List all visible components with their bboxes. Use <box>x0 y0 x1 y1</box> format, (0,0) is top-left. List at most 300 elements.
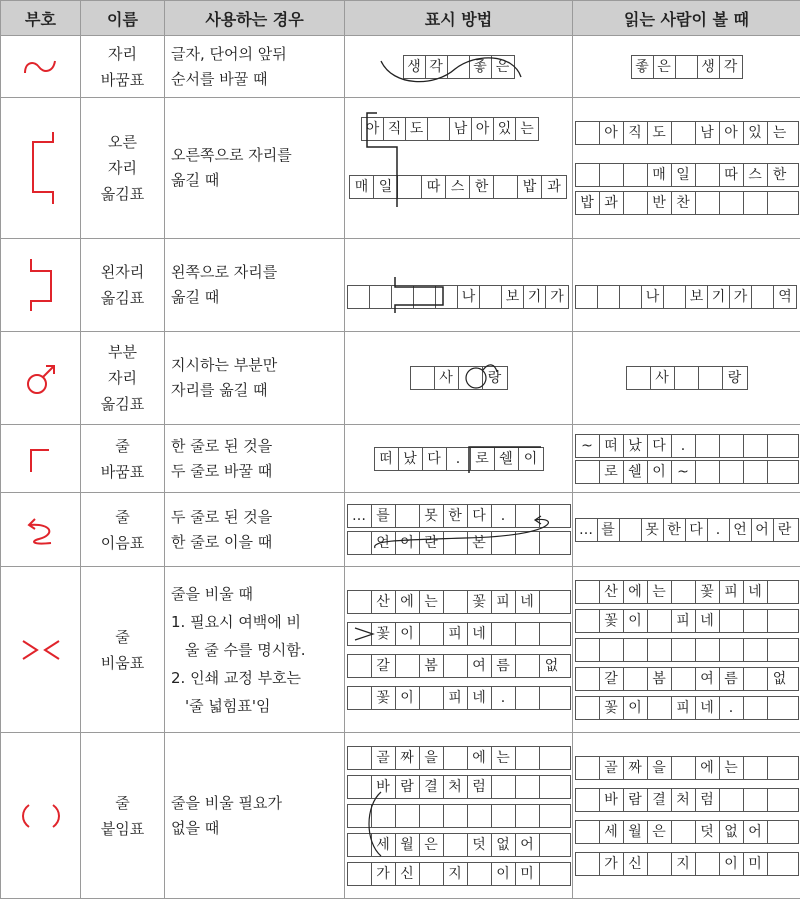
grid-cell <box>420 805 444 827</box>
grid-cell: 어 <box>744 821 768 843</box>
partial-move-icon <box>21 358 61 398</box>
grid-cell: 꽃 <box>600 697 624 719</box>
grid-cell <box>627 367 651 389</box>
manuscript-grid <box>631 55 743 79</box>
manuscript-grid <box>347 804 571 828</box>
grid-cell: 꽃 <box>372 687 396 709</box>
line-join-icon <box>21 513 61 547</box>
grid-cell <box>540 532 564 554</box>
grid-cell: 가 <box>600 853 624 875</box>
grid-cell: 한 <box>444 505 468 527</box>
grid-cell <box>420 863 444 885</box>
grid-cell: 다 <box>423 448 447 470</box>
mark-name: 줄 <box>81 790 164 816</box>
grid-cell <box>516 776 540 798</box>
grid-cell: 갈 <box>372 655 396 677</box>
grid-cell <box>744 435 768 457</box>
grid-cell: 일 <box>374 176 398 198</box>
grid-cell: 네 <box>468 623 492 645</box>
usage-text: '줄 넓힘표'임 <box>171 692 344 720</box>
grid-cell: 각 <box>426 56 448 78</box>
grid-cell: 람 <box>396 776 420 798</box>
grid-cell: 어 <box>516 834 540 856</box>
manuscript-grid <box>347 862 571 886</box>
grid-cell <box>396 505 420 527</box>
usage-text: 한 줄로 이을 때 <box>171 530 344 555</box>
method-example <box>345 332 573 425</box>
grid-cell <box>720 610 744 632</box>
grid-cell: 은 <box>648 821 672 843</box>
grid-cell <box>768 639 792 661</box>
manuscript-grid <box>347 686 571 710</box>
manuscript-grid <box>575 191 799 215</box>
grid-cell: 역 <box>774 286 796 308</box>
line-swap-icon <box>21 442 61 476</box>
mark-name: 자리 <box>81 155 164 181</box>
grid-cell <box>648 853 672 875</box>
grid-cell <box>348 591 372 613</box>
grid-cell: 를 <box>598 519 620 541</box>
grid-cell: 는 <box>720 757 744 779</box>
method-example <box>345 493 573 567</box>
grid-cell <box>696 192 720 214</box>
grid-cell <box>414 286 436 308</box>
grid-cell: 없 <box>720 821 744 843</box>
grid-cell <box>576 668 600 690</box>
usage-text: 자리를 옮길 때 <box>171 378 344 403</box>
grid-cell: 랑 <box>723 367 747 389</box>
grid-cell <box>576 581 600 603</box>
grid-cell: 피 <box>492 591 516 613</box>
manuscript-grid <box>347 833 571 857</box>
reader-example <box>573 36 800 98</box>
grid-cell: 과 <box>542 176 566 198</box>
grid-cell: 결 <box>648 789 672 811</box>
move-right-icon <box>21 128 61 208</box>
grid-cell: 골 <box>372 747 396 769</box>
table-row <box>1 733 800 899</box>
grid-cell: 덧 <box>468 834 492 856</box>
grid-cell: 를 <box>372 505 396 527</box>
manuscript-grid <box>575 696 799 720</box>
grid-cell <box>744 461 768 483</box>
grid-cell <box>516 655 540 677</box>
grid-cell: 산 <box>372 591 396 613</box>
grid-cell <box>444 591 468 613</box>
grid-cell <box>428 118 450 140</box>
usage-text: 오른쪽으로 자리를 <box>171 143 344 168</box>
manuscript-grid <box>575 820 799 844</box>
grid-cell: 각 <box>720 56 742 78</box>
manuscript-grid <box>575 667 799 691</box>
grid-cell: 이 <box>624 610 648 632</box>
grid-cell <box>444 532 468 554</box>
grid-cell <box>672 821 696 843</box>
grid-cell: 럼 <box>696 789 720 811</box>
grid-cell: 보 <box>502 286 524 308</box>
grid-cell: 있 <box>494 118 516 140</box>
grid-cell: ~ <box>672 461 696 483</box>
mark-name: 줄 <box>81 624 164 650</box>
grid-cell <box>620 286 642 308</box>
grid-cell: 다 <box>468 505 492 527</box>
grid-cell <box>576 164 600 186</box>
manuscript-grid <box>575 460 799 484</box>
table-row <box>1 98 800 239</box>
manuscript-grid <box>575 788 799 812</box>
grid-cell: 이 <box>396 623 420 645</box>
grid-cell: 쉘 <box>495 448 519 470</box>
reader-example <box>573 425 800 493</box>
mark-name: 줄 <box>81 433 164 459</box>
header-reader: 읽는 사람이 볼 때 <box>573 1 800 36</box>
grid-cell <box>696 639 720 661</box>
grid-cell: ~ <box>576 435 600 457</box>
grid-cell <box>744 668 768 690</box>
table-row <box>1 36 800 98</box>
method-example <box>345 733 573 899</box>
mark-name: 이음표 <box>81 530 164 556</box>
grid-cell <box>516 747 540 769</box>
usage-text: 울 줄 수를 명시함. <box>171 636 344 664</box>
line-space-icon <box>19 635 63 665</box>
grid-cell <box>348 655 372 677</box>
grid-cell <box>576 821 600 843</box>
grid-cell: 는 <box>420 591 444 613</box>
grid-cell: 떠 <box>375 448 399 470</box>
grid-cell <box>348 623 372 645</box>
grid-cell: 밥 <box>518 176 542 198</box>
mark-name: 자리 <box>81 365 164 391</box>
grid-cell <box>444 655 468 677</box>
grid-cell: 나 <box>458 286 480 308</box>
grid-cell: 직 <box>624 122 648 144</box>
grid-cell: 따 <box>422 176 446 198</box>
grid-cell <box>348 747 372 769</box>
header-name: 이름 <box>81 1 165 36</box>
grid-cell: 봄 <box>420 655 444 677</box>
grid-cell <box>768 610 792 632</box>
grid-cell: 름 <box>492 655 516 677</box>
grid-cell: 란 <box>774 519 796 541</box>
grid-cell: 났 <box>399 448 423 470</box>
grid-cell <box>600 639 624 661</box>
manuscript-grid <box>347 285 569 309</box>
grid-cell: 꽃 <box>600 610 624 632</box>
grid-cell: 사 <box>651 367 675 389</box>
mark-name: 부분 <box>81 339 164 365</box>
mark-name: 옮김표 <box>81 285 164 311</box>
table-row <box>1 332 800 425</box>
grid-cell <box>720 435 744 457</box>
usage-text: 줄을 비울 필요가 <box>171 791 344 816</box>
grid-cell <box>768 789 792 811</box>
grid-cell <box>576 286 598 308</box>
grid-cell: 스 <box>744 164 768 186</box>
grid-cell <box>768 697 792 719</box>
grid-cell <box>624 639 648 661</box>
grid-cell: 이 <box>492 863 516 885</box>
grid-cell: 이 <box>396 687 420 709</box>
grid-cell <box>696 164 720 186</box>
grid-cell: 밥 <box>576 192 600 214</box>
grid-cell: 언 <box>730 519 752 541</box>
grid-cell <box>492 805 516 827</box>
grid-cell <box>540 805 564 827</box>
reader-example <box>573 567 800 733</box>
grid-cell <box>648 639 672 661</box>
grid-cell <box>672 581 696 603</box>
method-example <box>345 567 573 733</box>
grid-cell <box>516 532 540 554</box>
usage-text: 순서를 바꿀 때 <box>171 67 344 92</box>
grid-cell <box>699 367 723 389</box>
manuscript-grid <box>575 756 799 780</box>
grid-cell: 한 <box>664 519 686 541</box>
grid-cell <box>768 192 792 214</box>
grid-cell: 로 <box>471 448 495 470</box>
grid-cell: 나 <box>642 286 664 308</box>
grid-cell: . <box>447 448 471 470</box>
grid-cell: 네 <box>696 697 720 719</box>
grid-cell: 덧 <box>696 821 720 843</box>
grid-cell: 월 <box>624 821 648 843</box>
grid-cell: 가 <box>730 286 752 308</box>
grid-cell <box>396 805 420 827</box>
table-row <box>1 239 800 332</box>
grid-cell <box>436 286 458 308</box>
grid-cell: 는 <box>648 581 672 603</box>
grid-cell: 란 <box>420 532 444 554</box>
grid-cell: 없 <box>492 834 516 856</box>
grid-cell <box>576 461 600 483</box>
grid-cell: 도 <box>648 122 672 144</box>
grid-cell <box>540 747 564 769</box>
move-left-icon <box>21 255 61 315</box>
grid-cell <box>648 610 672 632</box>
grid-cell <box>744 789 768 811</box>
grid-cell: 랑 <box>483 367 507 389</box>
grid-cell <box>744 697 768 719</box>
grid-cell <box>576 697 600 719</box>
grid-cell: 을 <box>420 747 444 769</box>
grid-cell <box>540 591 564 613</box>
grid-cell <box>540 623 564 645</box>
grid-cell <box>576 757 600 779</box>
manuscript-grid <box>410 366 508 390</box>
grid-cell: 름 <box>720 668 744 690</box>
grid-cell: 네 <box>696 610 720 632</box>
manuscript-grid <box>575 163 799 187</box>
grid-cell: 지 <box>672 853 696 875</box>
grid-cell: . <box>492 687 516 709</box>
grid-cell <box>600 164 624 186</box>
grid-cell <box>768 757 792 779</box>
grid-cell: 봄 <box>648 668 672 690</box>
grid-cell <box>696 435 720 457</box>
grid-cell <box>696 461 720 483</box>
manuscript-grid <box>403 55 515 79</box>
grid-cell <box>624 668 648 690</box>
grid-cell: 도 <box>406 118 428 140</box>
grid-cell: 어 <box>752 519 774 541</box>
grid-cell: 로 <box>600 461 624 483</box>
grid-cell <box>624 192 648 214</box>
grid-cell: 바 <box>372 776 396 798</box>
reader-example <box>573 98 800 239</box>
grid-cell: 에 <box>468 747 492 769</box>
manuscript-grid <box>575 580 799 604</box>
grid-cell: 은 <box>420 834 444 856</box>
manuscript-grid <box>575 434 799 458</box>
grid-cell: 여 <box>468 655 492 677</box>
grid-cell: 산 <box>600 581 624 603</box>
grid-cell: 네 <box>516 591 540 613</box>
grid-cell <box>370 286 392 308</box>
usage-text: 2. 인쇄 교정 부호는 <box>171 664 344 692</box>
grid-cell <box>348 805 372 827</box>
grid-cell: 이 <box>519 448 543 470</box>
grid-cell: 이 <box>720 853 744 875</box>
reader-example <box>573 239 800 332</box>
reader-example <box>573 332 800 425</box>
usage-text: 1. 필요시 여백에 비 <box>171 608 344 636</box>
grid-cell: 직 <box>384 118 406 140</box>
usage-text: 두 줄로 된 것을 <box>171 505 344 530</box>
grid-cell: 피 <box>672 610 696 632</box>
grid-cell: 남 <box>696 122 720 144</box>
grid-cell <box>540 863 564 885</box>
grid-cell: 짜 <box>396 747 420 769</box>
grid-cell <box>444 747 468 769</box>
grid-cell <box>768 821 792 843</box>
grid-cell: 있 <box>744 122 768 144</box>
grid-cell <box>576 639 600 661</box>
grid-cell <box>768 853 792 875</box>
grid-cell <box>411 367 435 389</box>
grid-cell: 기 <box>708 286 730 308</box>
grid-cell <box>492 776 516 798</box>
grid-cell <box>492 532 516 554</box>
grid-cell <box>768 435 792 457</box>
mark-name: 줄 <box>81 504 164 530</box>
manuscript-grid <box>361 117 539 141</box>
mark-name: 바꿈표 <box>81 67 164 93</box>
grid-cell <box>676 56 698 78</box>
grid-cell: 한 <box>768 164 792 186</box>
usage-text: 줄을 비울 때 <box>171 580 344 608</box>
manuscript-grid <box>626 366 748 390</box>
usage-text: 옮길 때 <box>171 285 344 310</box>
grid-cell: 없 <box>540 655 564 677</box>
grid-cell <box>664 286 686 308</box>
grid-cell: 꽃 <box>372 623 396 645</box>
grid-cell <box>516 623 540 645</box>
grid-cell: 아 <box>720 122 744 144</box>
grid-cell <box>768 581 792 603</box>
grid-cell <box>444 834 468 856</box>
grid-cell: 아 <box>472 118 494 140</box>
grid-cell: 일 <box>672 164 696 186</box>
grid-cell: 는 <box>492 747 516 769</box>
grid-cell <box>444 805 468 827</box>
grid-cell: 매 <box>648 164 672 186</box>
grid-cell <box>468 805 492 827</box>
grid-cell: 보 <box>686 286 708 308</box>
mark-name: 옮김표 <box>81 391 164 417</box>
grid-cell: 본 <box>468 532 492 554</box>
grid-cell <box>348 286 370 308</box>
manuscript-grid <box>349 175 567 199</box>
grid-cell: 반 <box>648 192 672 214</box>
grid-cell: 좋 <box>632 56 654 78</box>
grid-cell: 결 <box>420 776 444 798</box>
grid-cell <box>744 639 768 661</box>
grid-cell: 신 <box>396 863 420 885</box>
grid-cell: 는 <box>768 122 792 144</box>
grid-cell <box>576 122 600 144</box>
grid-cell: 언 <box>372 532 396 554</box>
grid-cell: 찬 <box>672 192 696 214</box>
grid-cell: . <box>720 697 744 719</box>
grid-cell: 럼 <box>468 776 492 798</box>
usage-text: 옮길 때 <box>171 168 344 193</box>
grid-cell <box>744 192 768 214</box>
grid-cell <box>576 789 600 811</box>
grid-cell: 스 <box>446 176 470 198</box>
grid-cell: 은 <box>492 56 514 78</box>
grid-cell <box>744 610 768 632</box>
grid-cell <box>420 623 444 645</box>
grid-cell <box>576 853 600 875</box>
grid-cell <box>744 757 768 779</box>
manuscript-grid <box>575 121 799 145</box>
grid-cell: 없 <box>768 668 792 690</box>
usage-text: 한 줄로 된 것을 <box>171 434 344 459</box>
grid-cell <box>672 668 696 690</box>
grid-cell <box>348 863 372 885</box>
grid-cell <box>348 532 372 554</box>
grid-cell: 골 <box>600 757 624 779</box>
grid-cell <box>459 367 483 389</box>
grid-cell <box>348 776 372 798</box>
grid-cell: 은 <box>654 56 676 78</box>
grid-cell: 월 <box>396 834 420 856</box>
grid-cell <box>752 286 774 308</box>
grid-cell: 지 <box>444 863 468 885</box>
grid-cell <box>516 805 540 827</box>
grid-cell: 이 <box>624 697 648 719</box>
manuscript-grid <box>374 447 544 471</box>
grid-cell <box>516 505 540 527</box>
table-row <box>1 493 800 567</box>
grid-cell: 세 <box>372 834 396 856</box>
reader-example <box>573 493 800 567</box>
grid-cell: . <box>492 505 516 527</box>
grid-cell: 기 <box>524 286 546 308</box>
manuscript-grid <box>575 609 799 633</box>
grid-cell: . <box>672 435 696 457</box>
grid-cell: … <box>348 505 372 527</box>
grid-cell: 신 <box>624 853 648 875</box>
grid-cell: 꽃 <box>696 581 720 603</box>
method-example <box>345 36 573 98</box>
grid-cell: 는 <box>516 118 538 140</box>
manuscript-grid <box>575 638 799 662</box>
grid-cell: 이 <box>648 461 672 483</box>
table-row <box>1 567 800 733</box>
usage-text: 글자, 단어의 앞뒤 <box>171 42 344 67</box>
